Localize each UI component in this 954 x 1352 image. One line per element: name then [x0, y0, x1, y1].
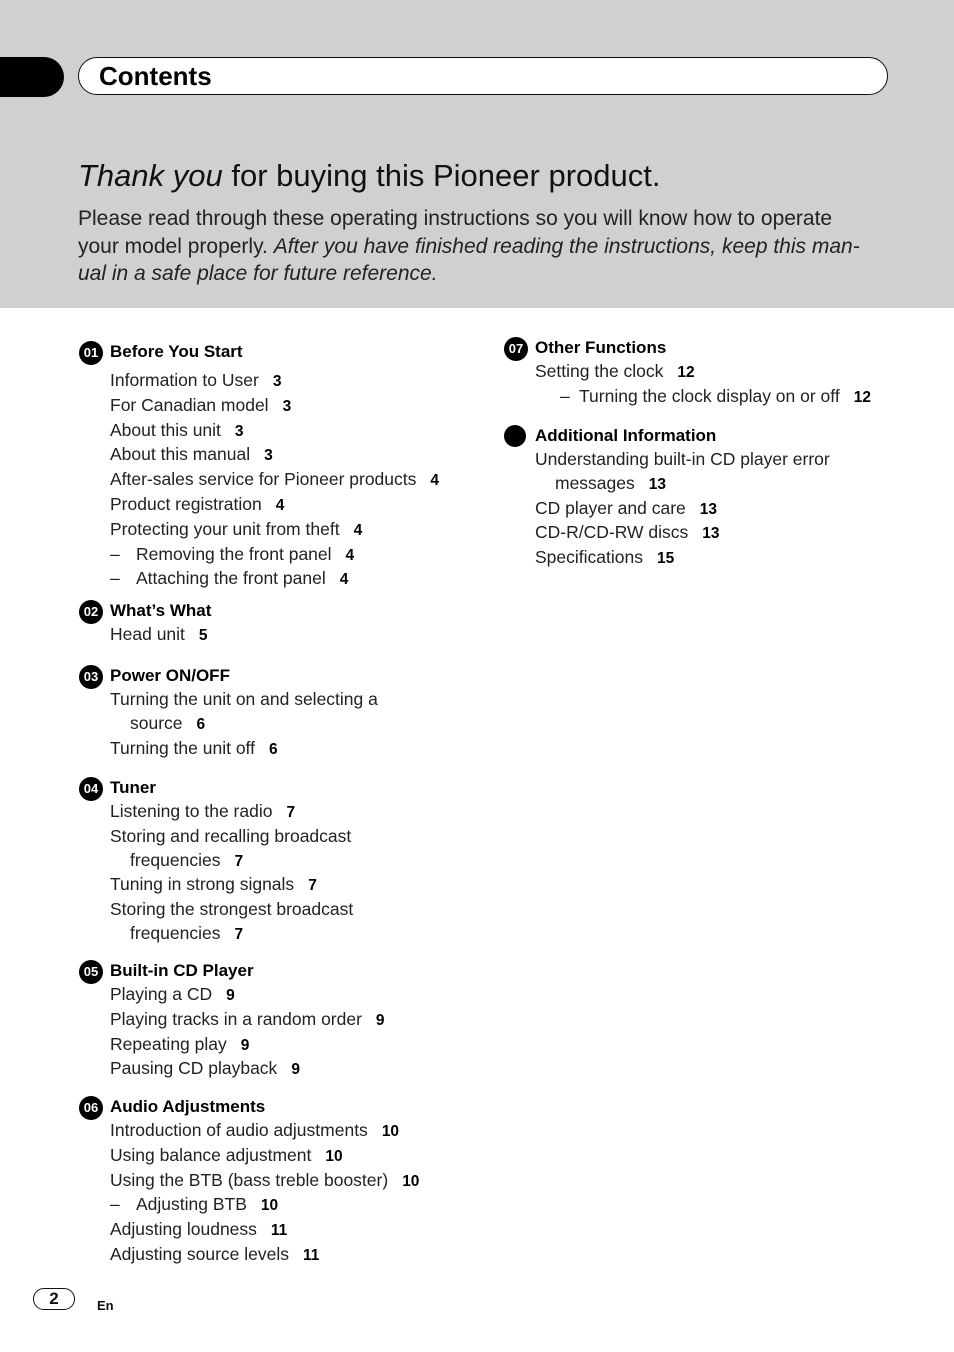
toc-item-text: Storing the strongest broadcast	[110, 899, 354, 920]
toc-item[interactable]	[79, 623, 208, 648]
toc-item-page: 9	[375, 1011, 385, 1029]
toc-item-text: About this manual	[110, 444, 251, 465]
toc-item[interactable]	[79, 1144, 419, 1169]
intro-line-2-italic: After you have finished reading the instructions, keep this man-	[273, 234, 860, 258]
toc-section-04	[79, 776, 353, 947]
toc-item-text: Attaching the front panel	[136, 568, 326, 589]
toc-item[interactable]	[79, 419, 439, 444]
toc-item-page: 10	[260, 1197, 279, 1215]
toc-item[interactable]	[79, 1057, 385, 1082]
toc-item-text: CD player and care	[535, 497, 686, 518]
toc-item-page: 12	[853, 388, 871, 406]
toc-subitem[interactable]	[504, 385, 871, 410]
section-number-badge: 03	[79, 665, 103, 689]
toc-item-text: Product registration	[110, 493, 262, 514]
toc-item[interactable]	[79, 518, 439, 543]
intro-paragraph	[78, 205, 893, 288]
section-number-badge: 01	[79, 341, 103, 365]
toc-item[interactable]	[504, 497, 830, 522]
toc-item-page: 9	[291, 1061, 300, 1079]
toc-item-text: Listening to the radio	[110, 801, 273, 821]
toc-item-continuation: messages	[555, 472, 635, 493]
section-title: Tuner	[110, 778, 156, 797]
toc-item-text: After-sales service for Pioneer products	[110, 469, 417, 490]
toc-item[interactable]	[79, 1119, 419, 1144]
toc-item-text: Head unit	[110, 624, 185, 644]
toc-item-page: 7	[308, 877, 317, 895]
toc-item-page: 3	[272, 373, 282, 390]
toc-item[interactable]	[79, 443, 439, 468]
intro-line-3-italic: ual in a safe place for future reference.	[78, 262, 438, 285]
toc-section-02	[79, 599, 212, 648]
toc-item[interactable]	[79, 1008, 385, 1033]
toc-section-03	[79, 664, 378, 761]
toc-item-page: 7	[234, 852, 244, 870]
toc-item-text: Specifications	[535, 547, 643, 568]
intro-line-1: Please read through these operating instructions so you will know how to operate	[78, 207, 833, 230]
toc-item-continuation: frequencies	[130, 849, 221, 870]
section-number-badge: 07	[504, 337, 528, 361]
section-title: What’s What	[110, 601, 212, 620]
toc-item-continuation: source	[130, 712, 183, 733]
toc-item-text: Removing the front panel	[136, 543, 332, 564]
toc-item-text: Playing a CD	[110, 984, 213, 1004]
toc-item-page: 4	[275, 496, 285, 514]
dash-marker: –	[110, 543, 120, 564]
toc-item[interactable]	[504, 521, 830, 546]
intro-title	[78, 158, 660, 194]
toc-item[interactable]	[79, 1218, 419, 1243]
section-title: Built-in CD Player	[110, 961, 254, 980]
toc-item-text: Setting the clock	[535, 361, 664, 381]
section-number-badge: 04	[79, 777, 103, 801]
section-bullet-badge	[504, 425, 526, 447]
toc-item-page: 11	[302, 1246, 320, 1264]
dash-marker: –	[110, 1194, 120, 1215]
section-number-badge: 05	[79, 960, 103, 984]
language-code: En	[97, 1298, 114, 1313]
toc-item-text: For Canadian model	[110, 394, 269, 415]
toc-section-additional	[504, 424, 830, 571]
toc-subitem[interactable]	[79, 1193, 419, 1218]
toc-item[interactable]	[79, 737, 378, 762]
toc-item-text: Using the BTB (bass treble booster)	[110, 1169, 389, 1190]
toc-item-text: Protecting your unit from theft	[110, 518, 340, 539]
toc-item-page: 3	[264, 447, 273, 465]
section-number-badge: 02	[79, 600, 103, 624]
toc-subitem[interactable]	[79, 543, 439, 568]
section-title: Other Functions	[535, 338, 667, 357]
toc-item-page: 4	[353, 521, 363, 539]
toc-item-text: Repeating play	[110, 1033, 227, 1054]
toc-item-page: 10	[325, 1147, 343, 1165]
intro-line-2: your model properly.	[78, 234, 274, 258]
toc-item[interactable]	[79, 688, 378, 737]
dash-marker: –	[110, 568, 120, 589]
toc-item-continuation: frequencies	[130, 922, 221, 943]
toc-item-page: 5	[198, 627, 208, 644]
toc-item-page: 4	[339, 571, 349, 589]
toc-item-page: 7	[286, 804, 296, 821]
intro-title-italic: Thank you	[78, 158, 223, 193]
toc-item[interactable]	[79, 394, 439, 419]
toc-item-page: 10	[402, 1172, 420, 1190]
toc-item-page: 3	[234, 422, 244, 440]
section-title: Before You Start	[110, 342, 243, 361]
toc-item-page: 9	[240, 1036, 250, 1054]
toc-item-page: 11	[270, 1222, 288, 1240]
toc-item-page: 9	[226, 987, 235, 1004]
contents-header	[78, 57, 888, 95]
toc-item-page: 3	[282, 397, 292, 415]
toc-item[interactable]	[79, 983, 385, 1008]
toc-item-text: Introduction of audio adjustments	[110, 1120, 368, 1140]
toc-section-05	[79, 959, 385, 1082]
toc-item-page: 4	[345, 546, 355, 564]
intro-title-rest: for buying this Pioneer product.	[222, 158, 661, 193]
toc-section-01	[79, 340, 439, 592]
page-number: 2	[33, 1288, 75, 1310]
toc-item-page: 6	[268, 740, 278, 758]
toc-item[interactable]	[79, 1169, 419, 1194]
section-tab-marker	[0, 57, 64, 97]
toc-item-text: Turning the clock display on or off	[579, 385, 840, 406]
toc-item-text: Turning the unit on and selecting a	[110, 689, 378, 709]
toc-item[interactable]	[79, 1033, 385, 1058]
toc-item[interactable]	[504, 546, 830, 571]
toc-item[interactable]	[79, 1243, 419, 1268]
toc-section-07	[504, 336, 871, 410]
toc-item-page: 10	[381, 1123, 400, 1140]
toc-item-text: Adjusting loudness	[110, 1219, 257, 1240]
toc-item-text: About this unit	[110, 419, 221, 440]
toc-item-text: CD-R/CD-RW discs	[535, 522, 689, 543]
toc-item-text: Adjusting BTB	[136, 1194, 247, 1215]
section-title: Audio Adjustments	[110, 1097, 266, 1116]
toc-item-text: Storing and recalling broadcast	[110, 825, 352, 846]
toc-item[interactable]	[79, 369, 439, 394]
section-number-badge: 06	[79, 1096, 103, 1120]
toc-item-page: 15	[656, 550, 675, 568]
toc-item-page: 4	[430, 472, 440, 490]
toc-item[interactable]	[504, 360, 871, 385]
toc-item-text: Turning the unit off	[110, 737, 255, 758]
toc-item-text: Tuning in strong signals	[110, 874, 295, 895]
toc-item-page: 12	[677, 364, 695, 381]
toc-item-page: 6	[196, 715, 206, 733]
toc-item-page: 13	[699, 500, 718, 518]
toc-item-page: 13	[702, 525, 720, 543]
section-title: Power ON/OFF	[110, 666, 230, 685]
section-title: Additional Information	[535, 426, 717, 445]
toc-item[interactable]	[79, 873, 353, 898]
toc-item-text: Information to User	[110, 370, 259, 390]
toc-item-page: 13	[648, 475, 667, 493]
toc-item-page: 7	[234, 925, 244, 943]
toc-section-06	[79, 1095, 419, 1268]
dash-marker: –	[560, 385, 570, 406]
contents-label: Contents	[99, 61, 212, 91]
toc-item-text: Adjusting source levels	[110, 1243, 289, 1264]
toc-item-text: Using balance adjustment	[110, 1144, 312, 1165]
toc-item[interactable]	[79, 825, 353, 874]
toc-item[interactable]	[504, 448, 830, 497]
toc-item[interactable]	[79, 800, 353, 825]
toc-item-text: Understanding built-in CD player error	[535, 449, 830, 469]
toc-item[interactable]	[79, 468, 439, 493]
toc-item[interactable]	[79, 493, 439, 518]
toc-item-text: Playing tracks in a random order	[110, 1008, 362, 1029]
toc-item-text: Pausing CD playback	[110, 1058, 278, 1079]
toc-item[interactable]	[79, 898, 353, 947]
toc-subitem[interactable]	[79, 567, 439, 592]
